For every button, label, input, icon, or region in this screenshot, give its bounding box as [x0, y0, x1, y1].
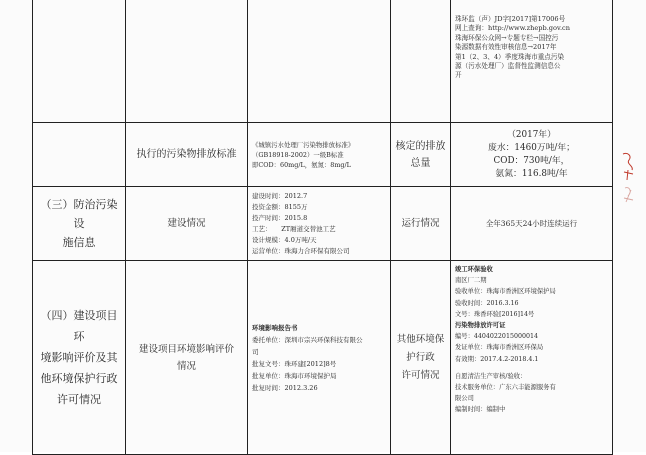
table-row-prevention [33, 187, 613, 261]
construction-line: 建设时间：2012.7 [252, 191, 308, 200]
operation-label: 运行情况 [391, 187, 451, 261]
other-permit-line: 自愿清洁生产审核/验收： [455, 372, 527, 380]
construction-label: 建设情况 [126, 187, 248, 261]
operation-cell: 全年365天24小时连续运行 [451, 187, 613, 261]
empty-cell [33, 123, 126, 187]
license-info-cell [451, 0, 613, 123]
emission-standard-cell [248, 123, 391, 187]
other-permit-line: 验收单位：珠海市香洲区环境保护局 [455, 288, 556, 296]
empty-cell [391, 0, 451, 123]
license-line: 开 [455, 71, 462, 80]
prevention-section-label [33, 187, 126, 261]
approved-line: COD：730吨/年， [493, 155, 570, 166]
section-label-line: 境影响评价及其 [40, 351, 118, 364]
emission-standard-label: 执行的污染物排放标准 [126, 123, 248, 187]
construction-line: 工艺： ZT厢道交替池工艺 [252, 224, 336, 233]
approved-line: 氨氮：116.8吨/年 [495, 168, 568, 179]
other-permit-line: 技术服务单位：广东六丰能源服务有 [455, 384, 556, 392]
section-label-line: 许可情况 [57, 393, 101, 406]
eia-line: 委托单位：深圳市宗兴环保科技有限公 [252, 335, 363, 344]
construction-cell [248, 187, 391, 261]
license-line: 网上查询：http://www.zhepb.gov.cn [455, 24, 570, 33]
approved-line: 废水：1460万吨/年； [488, 142, 575, 153]
handwritten-mark-icon [620, 150, 638, 210]
eia-line: 环境影响报告书 [252, 323, 298, 332]
other-permit-line: 文号：珠香环验[2016]14号 [455, 310, 535, 318]
empty-cell [248, 0, 391, 123]
eia-label [126, 261, 248, 455]
eia-cell [248, 261, 391, 455]
table-row-license [33, 0, 613, 123]
empty-cell [126, 0, 248, 123]
other-permit-line: 限公司 [455, 395, 474, 403]
standard-line: 《城镇污水处理厂污染物排放标准》 [252, 140, 355, 149]
other-permit-cell [451, 261, 613, 455]
approved-total-label-line: 总量 [410, 157, 431, 169]
license-line: 染源数据有效性审核信息→2017年 [455, 43, 557, 52]
info-table [32, 0, 613, 455]
eia-section-label [33, 261, 126, 455]
approved-total-label-line: 核定的排放 [395, 140, 446, 152]
construction-line: 运营单位：珠海力合环保有限公司 [252, 246, 350, 255]
other-permit-line: 发证单位：珠海市香洲区环保局 [455, 344, 544, 352]
other-permit-label-line: 护行政 [406, 351, 435, 363]
eia-line: 司 [252, 347, 259, 356]
section-label-line: 他环境保护行政 [40, 372, 118, 385]
other-permit-line: 编号：4404022015000014 [455, 333, 538, 341]
other-permit-label-line: 许可情况 [401, 369, 440, 381]
other-permit-label [391, 261, 451, 455]
license-line: 源（污水处理厂）监督性监测信息公 [455, 62, 561, 71]
other-permit-line: 竣工环保验收 [455, 266, 493, 273]
eia-line: 批复文号：珠环建[2012]8号 [252, 359, 337, 368]
eia-label-line: 建设项目环境影响评价 [138, 343, 234, 355]
other-permit-line: 污染物排放许可证 [455, 322, 506, 330]
approved-line: （2017年） [507, 129, 556, 140]
license-line: 第1（2、3、4）季度珠海市重点污染 [455, 52, 565, 61]
construction-line: 投资金额：8155万 [252, 202, 308, 211]
standard-line: 即COD：60mg/L，氨氮：8mg/L [252, 160, 351, 169]
approved-total-label [391, 123, 451, 187]
table-row-eia [33, 261, 613, 455]
eia-label-line: 情况 [176, 360, 196, 372]
section-label-line: 施信息 [62, 236, 96, 249]
other-permit-line: 有效期：2017.4.2-2018.4.1 [455, 355, 539, 363]
other-permit-line: 验收时间：2016.3.16 [455, 299, 519, 307]
construction-line: 投产时间：2015.8 [252, 213, 308, 222]
section-label-line: （四）建设项目环 [40, 309, 118, 343]
other-permit-line: 编制时间：编制中 [455, 406, 506, 414]
section-label-line: （三）防治污染设 [40, 198, 118, 230]
table-row-emission [33, 123, 613, 187]
license-line: 珠海环保公众网→专题专栏→国控污 [455, 33, 559, 42]
construction-line: 设计规模：4.0万吨/天 [252, 235, 317, 244]
standard-line: （GB18918-2002）一级B标准 [252, 150, 344, 159]
license-line: 珠环监（声）JD字[2017]第17006号 [455, 15, 566, 23]
eia-line: 批复单位：珠海市环境保护局 [252, 371, 337, 380]
other-permit-label-line: 其他环境保 [396, 333, 445, 345]
empty-cell [33, 0, 126, 123]
approved-total-cell [451, 123, 613, 187]
other-permit-line: 南区厂二期 [455, 277, 487, 285]
eia-line: 批复时间：2012.3.26 [252, 383, 318, 392]
